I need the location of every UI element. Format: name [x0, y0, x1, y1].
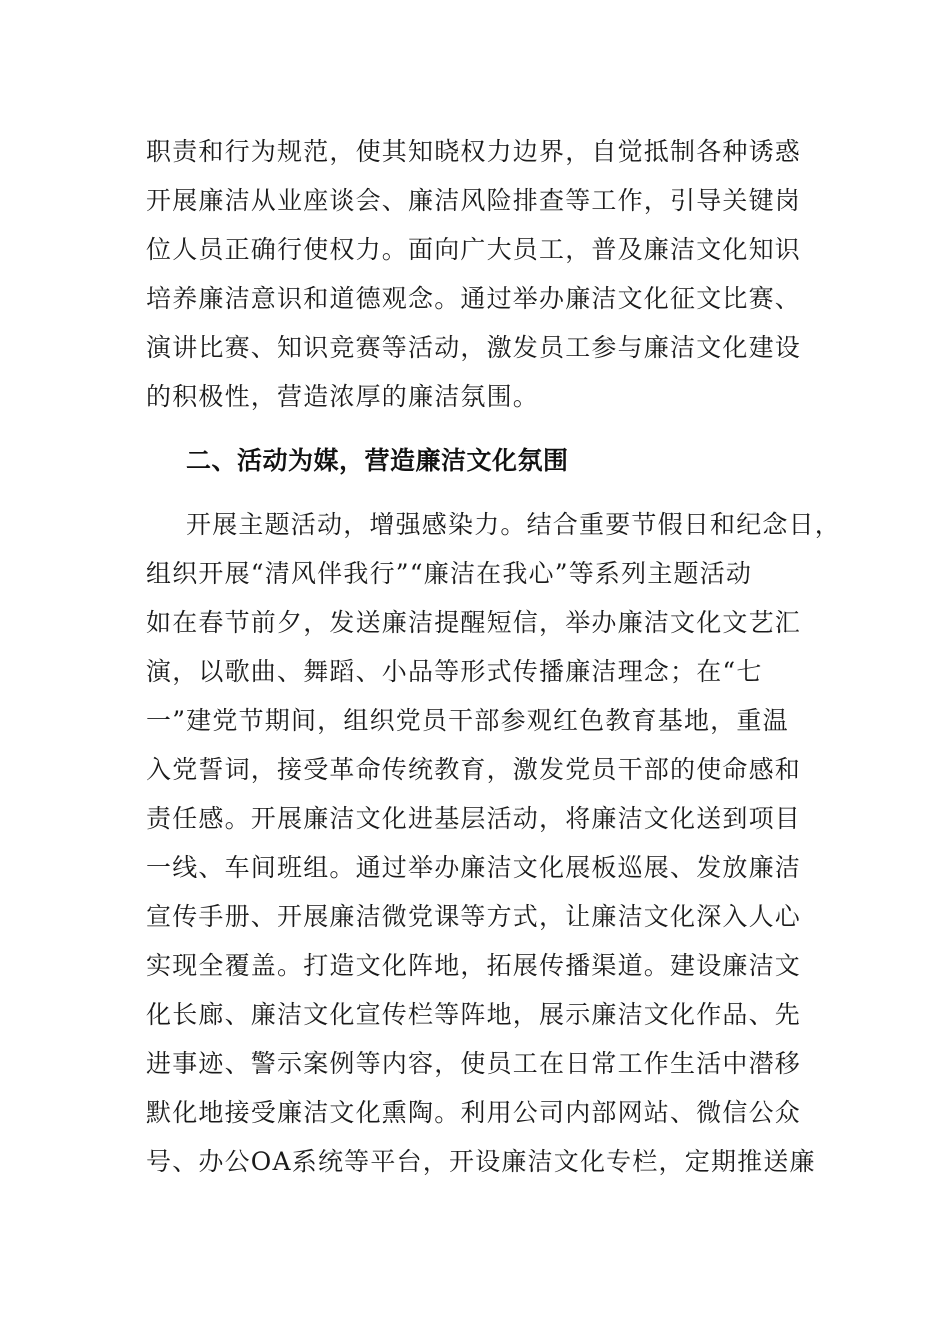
paragraph-line: 组织开展“清风伴我行”“廉洁在我心”等系列主题活动	[146, 559, 753, 588]
paragraph-line: 一线、车间班组。通过举办廉洁文化展板巡展、发放廉洁	[146, 853, 802, 882]
section-heading: 二、活动为媒，营造廉洁文化氛围	[186, 446, 569, 475]
paragraph-line: 实现全覆盖。打造文化阵地，拓展传播渠道。建设廉洁文	[146, 951, 802, 980]
paragraph-line: 化长廊、廉洁文化宣传栏等阵地，展示廉洁文化作品、先	[146, 1000, 802, 1029]
paragraph-line: 责任感。开展廉洁文化进基层活动，将廉洁文化送到项目	[146, 804, 802, 833]
paragraph-line: 入党誓词，接受革命传统教育，激发党员干部的使命感和	[146, 755, 802, 784]
paragraph-line: 宣传手册、开展廉洁微党课等方式，让廉洁文化深入人心	[146, 902, 802, 931]
paragraph-line: 进事迹、警示案例等内容，使员工在日常工作生活中潜移	[146, 1049, 802, 1078]
paragraph-line: 开展廉洁从业座谈会、廉洁风险排查等工作，引导关键岗	[146, 186, 802, 215]
paragraph-line: 默化地接受廉洁文化熏陶。利用公司内部网站、微信公众	[146, 1098, 802, 1127]
paragraph-line: 如在春节前夕，发送廉洁提醒短信，举办廉洁文化文艺汇	[146, 608, 802, 637]
paragraph-line: 开展主题活动，增强感染力。结合重要节假日和纪念日，	[186, 510, 842, 539]
paragraph-line: 的积极性，营造浓厚的廉洁氛围。	[146, 382, 540, 411]
paragraph-line: 培养廉洁意识和道德观念。通过举办廉洁文化征文比赛、	[146, 284, 802, 313]
paragraph-line: 位人员正确行使权力。面向广大员工，普及廉洁文化知识	[146, 235, 802, 264]
paragraph-line: 号、办公OA系统等平台，开设廉洁文化专栏，定期推送廉	[146, 1147, 816, 1176]
paragraph-line: 演，以歌曲、舞蹈、小品等形式传播廉洁理念；在“七	[146, 657, 763, 686]
paragraph-line: 一”建党节期间，组织党员干部参观红色教育基地，重温	[146, 706, 789, 735]
paragraph-line: 职责和行为规范，使其知晓权力边界，自觉抵制各种诱惑	[146, 137, 802, 166]
paragraph-line: 演讲比赛、知识竞赛等活动，激发员工参与廉洁文化建设	[146, 333, 802, 362]
